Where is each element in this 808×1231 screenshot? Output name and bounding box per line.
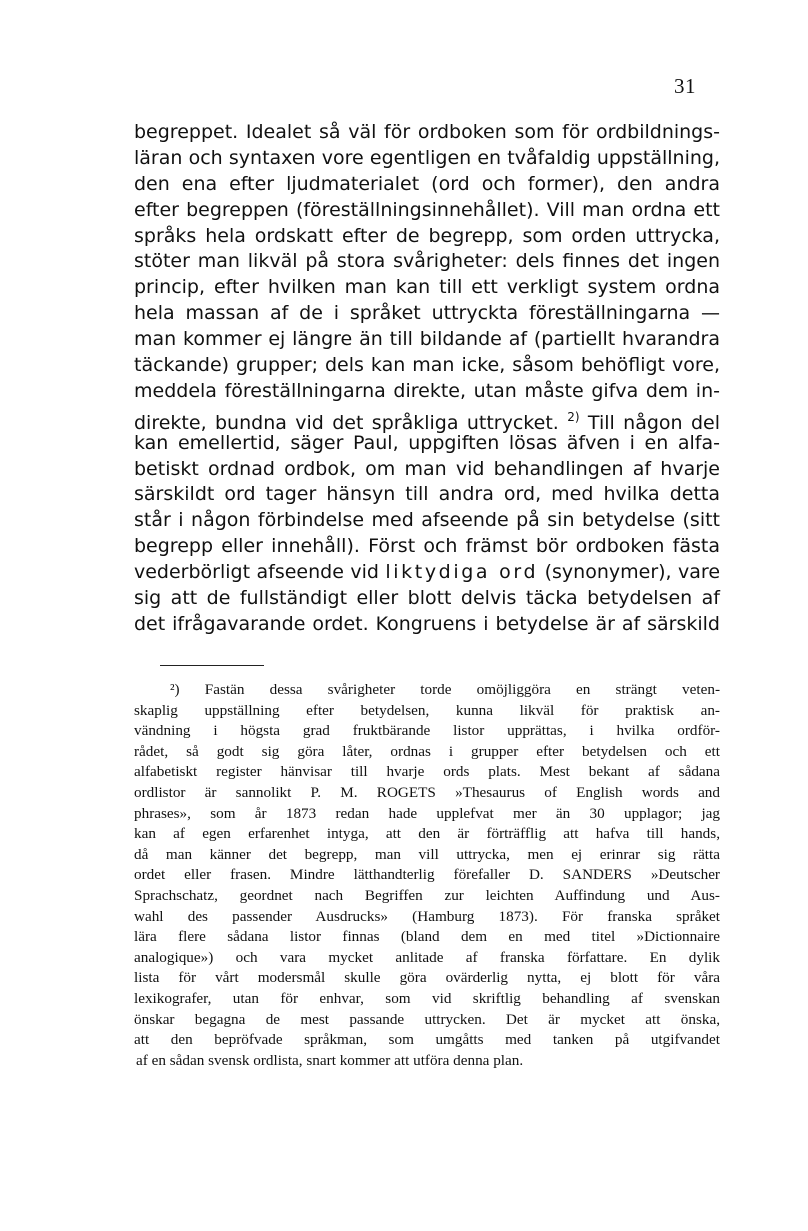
line-text: vederbörligt afseende vid — [134, 561, 379, 584]
text-line — [134, 560, 720, 586]
text-line: den ena efter ljudmaterialet (ord och former), den andra — [134, 172, 720, 195]
footnote-marker: ²) — [170, 681, 180, 698]
text-line: betiskt ordnad ordbok, om man vid behandlingen af hvarje — [134, 457, 720, 480]
text-line: språks hela ordskatt efter de begrepp, som orden uttrycka, — [134, 224, 720, 247]
footnote-text: Fastän dessa svårigheter torde omöjliggöra en strängt veten- — [204, 681, 720, 698]
footnote-line: alfabetiskt register hänvisar till hvarje ords plats. Mest bekant af sådana — [134, 763, 720, 781]
footnote-line: lära flere sådana listor finnas (bland dem en med titel »Dictionnaire — [134, 928, 720, 946]
footnote-line: ordlistor är sannolikt P. M. ROGETS »Thesaurus of English words and — [134, 783, 720, 801]
footnote-line: att den bepröfvade språkman, som umgåtts med tanken på utgifvandet — [134, 1031, 720, 1049]
footnote-line: af en sådan svensk ordlista, snart kommer att utföra denna plan. — [136, 1051, 524, 1069]
text-line: stöter man likväl på stora svårigheter: dels finnes det ingen — [134, 250, 720, 273]
text-line: täckande) grupper; dels kan man icke, såsom behöfligt vore, — [134, 354, 720, 377]
text-line: begreppet. Idealet så väl för ordboken som för ordbildnings- — [134, 121, 720, 143]
footnote-line: phrases», som år 1873 redan hade upplefvat mer än 30 upplagor; jag — [134, 804, 720, 822]
text-line: princip, efter hvilken man kan till ett verkligt system ordna — [134, 276, 720, 299]
spaced-emphasis: liktydiga ord — [385, 561, 539, 584]
text-line: man kommer ej längre än till bildande af (partiellt hvarandra — [134, 328, 720, 351]
footnote-line: lista för vårt modersmål skulle göra ovärderlig nytta, ej blott för våra — [134, 969, 720, 987]
footnote-line: lexikografer, utan för enhvar, som vid skriftlig behandling af svenskan — [134, 989, 720, 1007]
text-line — [134, 405, 720, 434]
text-line: efter begreppen (föreställningsinnehållet). Vill man ordna ett — [134, 198, 720, 221]
line-text: direkte, bundna vid det språkliga uttrycket. — [134, 411, 559, 434]
text-line: sig att de fullständigt eller blott delvis täcka betydelsen af — [134, 587, 720, 610]
text-line: särskildt ord tager hänsyn till andra ord, med hvilka detta — [134, 483, 720, 506]
line-text: Till någon del — [587, 411, 720, 434]
text-line: det ifrågavarande ordet. Kongruens i betydelse är af särskild — [134, 612, 720, 635]
footnote-line: wahl des passender Ausdrucks» (Hamburg 1873). För franska språket — [134, 907, 720, 925]
footnote-line: då man känner det begrepp, man vill uttrycka, men ej erinrar sig rätta — [134, 845, 720, 863]
text-line: hela massan af de i språket uttryckta föreställningarna — — [134, 302, 720, 325]
footnote-line: önskar begagna de mest passande uttrycken. Det är mycket att önska, — [134, 1010, 720, 1028]
footnote-line — [134, 680, 720, 701]
text-line: kan emellertid, säger Paul, uppgiften lösas äfven i en alfa- — [134, 431, 720, 454]
footnote-line: skaplig uppställning efter betydelsen, kunna likväl för praktisk an- — [134, 701, 720, 719]
footnote-line: vändning i högsta grad fruktbärande listor upprättas, i hvilka ordför- — [134, 722, 720, 740]
footnote-line: ordet eller frasen. Mindre lätthandterlig förefaller D. SANDERS »Deutscher — [134, 866, 720, 884]
text-line: läran och syntaxen vore egentligen en tvåfaldig uppställning, — [134, 146, 720, 169]
text-line: begrepp eller innehåll). Först och främst bör ordboken fästa — [134, 535, 720, 558]
line-text: (synonymer), vare — [544, 561, 721, 584]
footnote-line: analogique») och vara mycket anlitade af franska författare. En dylik — [134, 948, 720, 966]
page-number: 31 — [674, 74, 696, 98]
footnote-separator — [160, 665, 264, 666]
text-line: meddela föreställningarna direkte, utan måste gifva dem in- — [134, 379, 720, 402]
main-text — [134, 120, 720, 638]
footnote-line: Sprachschatz, geordnet nach Begriffen zur leichten Auffindung und Aus- — [134, 886, 720, 904]
footnote-line: rådet, så godt sig göra låter, ordnas i grupper efter betydelsen och ett — [134, 742, 720, 760]
text-line: står i någon förbindelse med afseende på sin betydelse (sitt — [134, 509, 720, 532]
footnote — [134, 680, 720, 1071]
footnote-reference: 2) — [567, 409, 580, 424]
footnote-line: kan af egen erfarenhet intyga, att den är förträfflig att hafva till hands, — [134, 825, 720, 843]
